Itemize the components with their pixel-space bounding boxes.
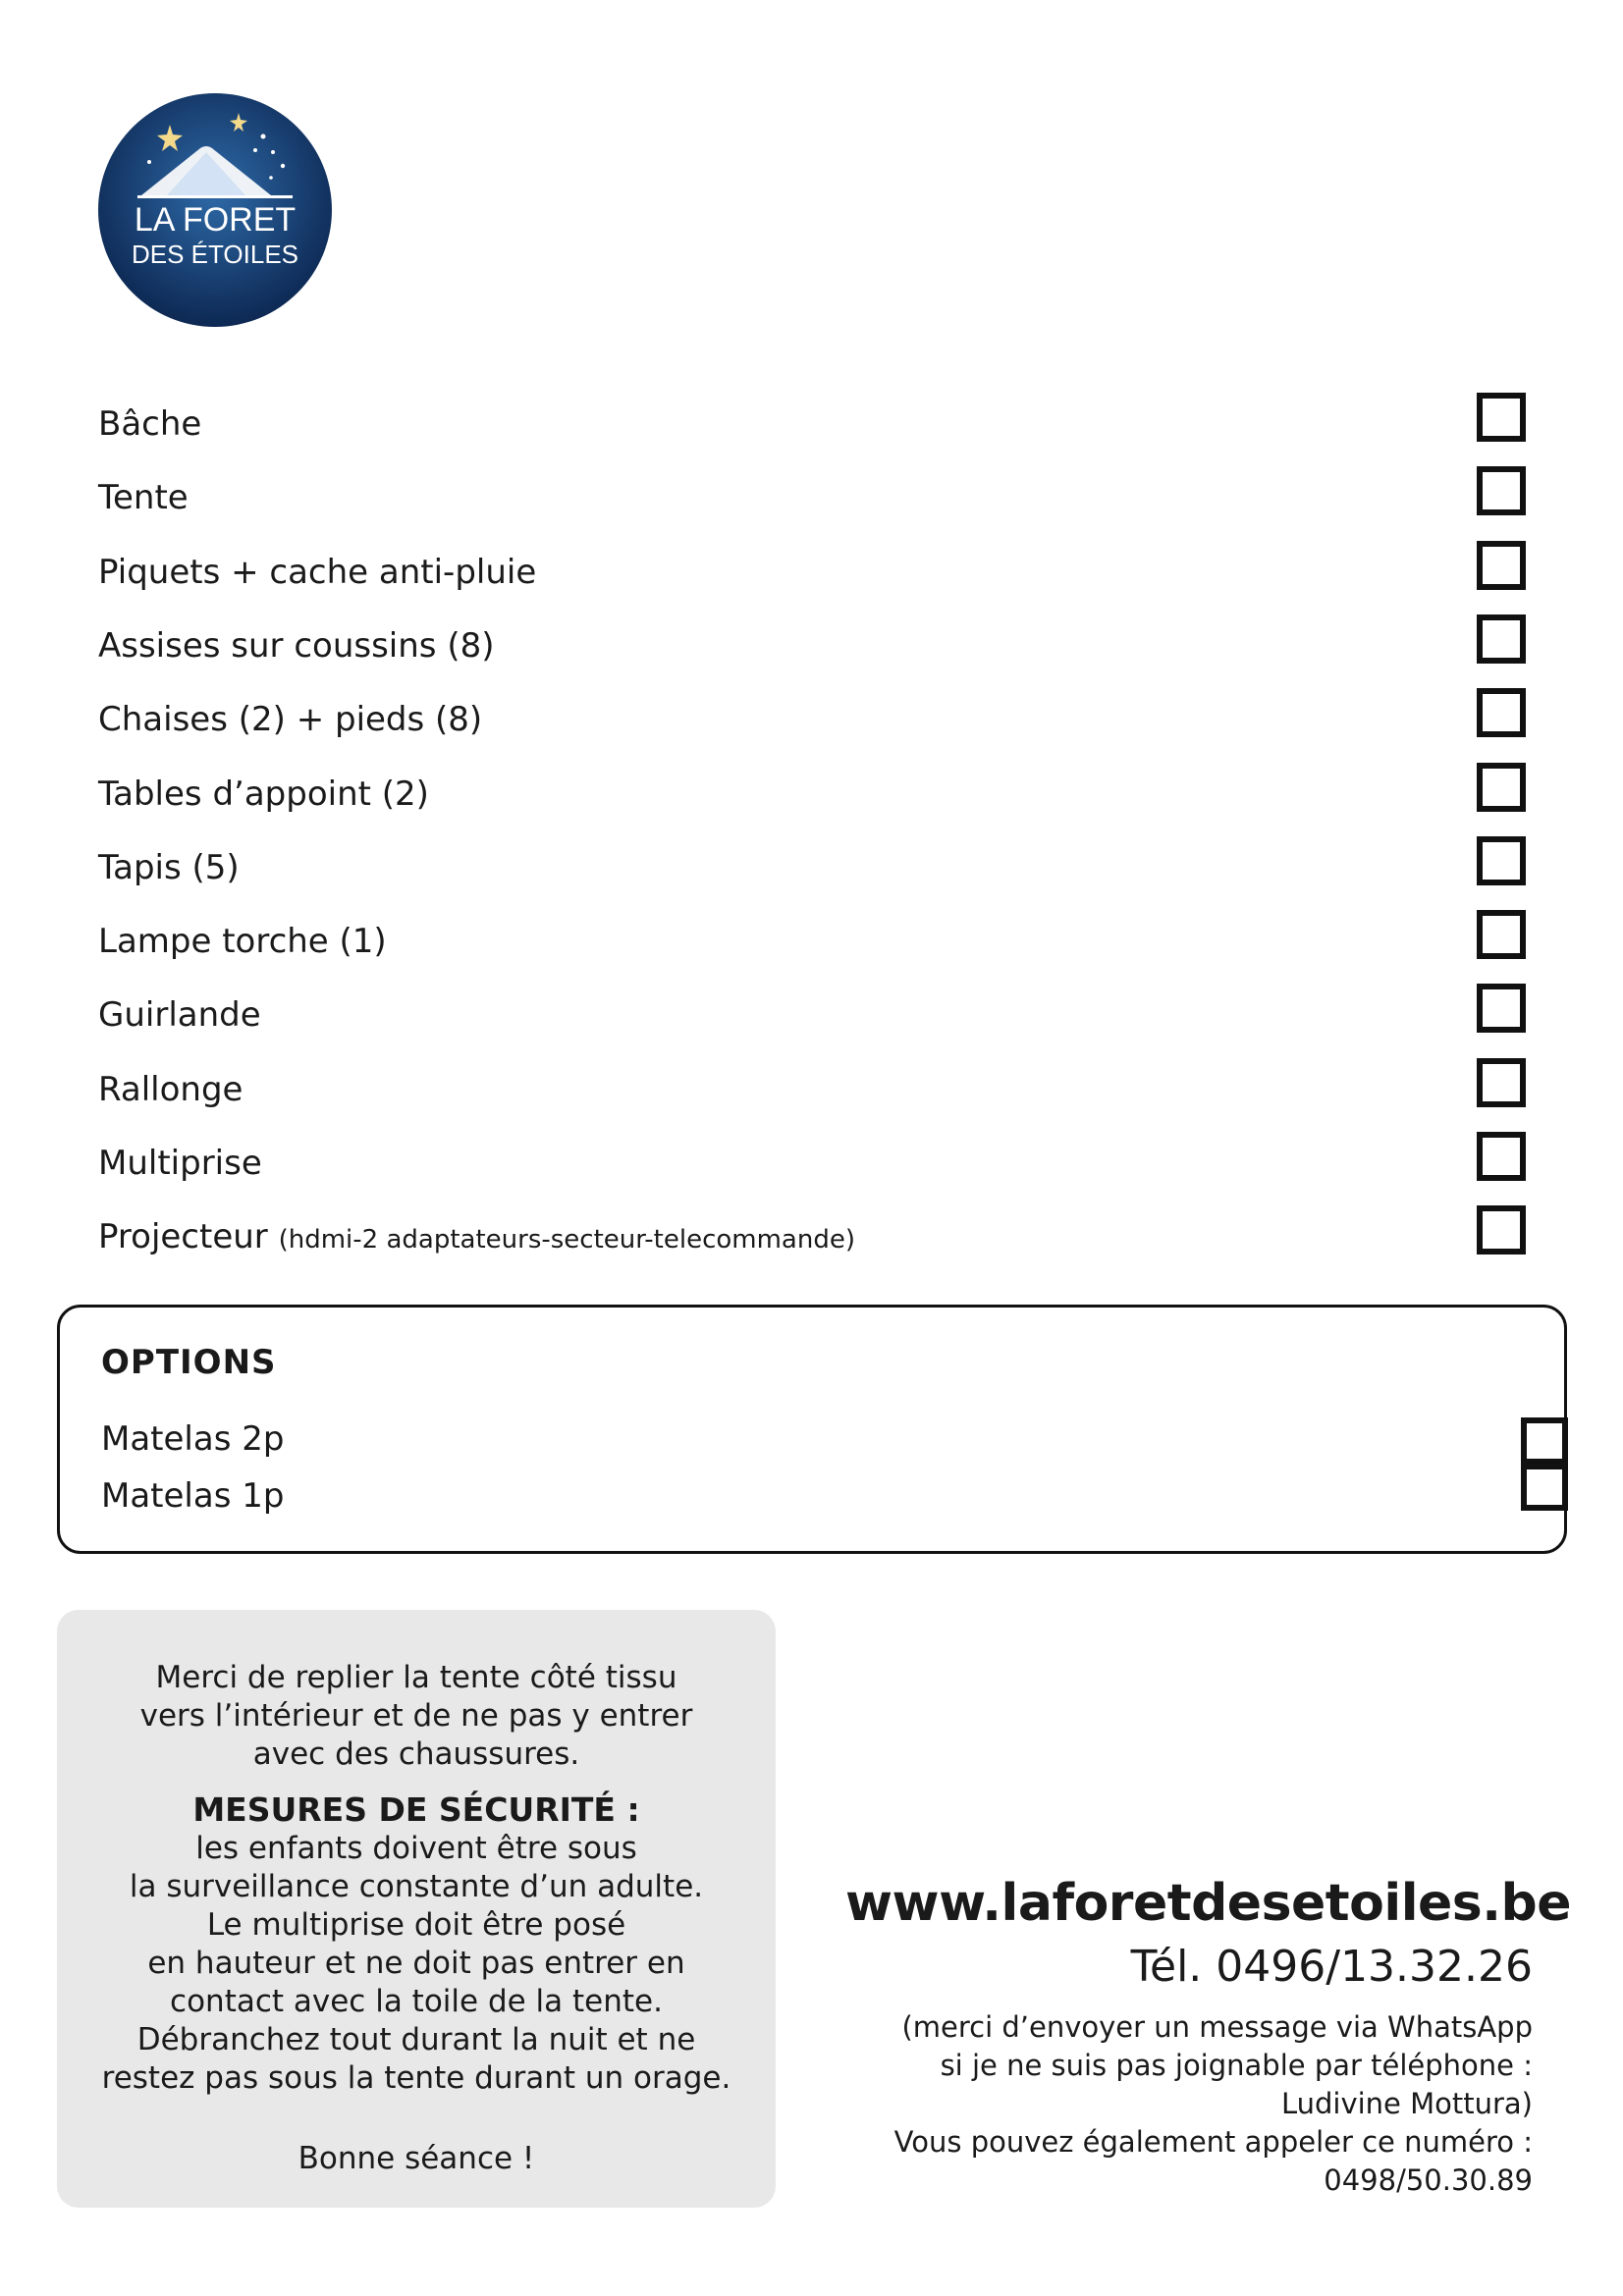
checklist-checkbox[interactable] — [1477, 984, 1526, 1033]
option-checkbox[interactable] — [1521, 1417, 1568, 1465]
checklist-label-text: Piquets + cache anti-pluie — [98, 553, 537, 592]
safety-text — [57, 1830, 776, 2098]
notice-line: contact avec la toile de la tente. — [170, 1984, 663, 2019]
checklist-checkbox[interactable] — [1477, 614, 1526, 664]
checklist-checkbox[interactable] — [1477, 1058, 1526, 1107]
logo-line2: DES ÉTOILES — [131, 240, 299, 269]
checklist-item — [98, 984, 1525, 1042]
note-line: si je ne suis pas joignable par téléphone : — [940, 2049, 1533, 2082]
checklist-item — [98, 1058, 1525, 1117]
contact-note — [845, 2008, 1533, 2200]
note-line: Vous pouvez également appeler ce numéro : — [893, 2125, 1533, 2159]
option-checkbox[interactable] — [1521, 1464, 1568, 1511]
checklist-label-text: Tapis (5) — [98, 848, 240, 887]
notice-closing: Bonne séance ! — [298, 2141, 535, 2176]
options-title: OPTIONS — [101, 1343, 277, 1382]
checklist-label-text: Bâche — [98, 404, 202, 444]
checklist-checkbox[interactable] — [1477, 836, 1526, 885]
checklist-label-text: Tables d’appoint (2) — [98, 774, 429, 814]
checklist-item — [98, 910, 1525, 969]
options-box — [57, 1305, 1567, 1554]
checklist-label — [98, 553, 536, 592]
notice-line: avec des chaussures. — [252, 1736, 580, 1772]
checklist-label — [98, 404, 201, 444]
contact-block — [845, 1873, 1571, 2200]
checklist-checkbox[interactable] — [1477, 910, 1526, 959]
checklist-label — [98, 922, 387, 961]
checklist-item — [98, 466, 1525, 525]
notice-line: en hauteur et ne doit pas entrer en — [147, 1946, 685, 1981]
checklist-label — [98, 995, 261, 1035]
phone-number: Tél. 0496/13.32.26 — [1130, 1942, 1533, 1992]
checklist-label-text: Chaises (2) + pieds (8) — [98, 700, 483, 739]
checklist-label-text: Multiprise — [98, 1144, 262, 1183]
checklist-item — [98, 1132, 1525, 1191]
website-link[interactable]: www.laforetdesetoiles.be — [845, 1874, 1571, 1933]
checklist-checkbox[interactable] — [1477, 1205, 1526, 1255]
logo-line1: LA FORET — [134, 201, 297, 239]
checklist-checkbox[interactable] — [1477, 688, 1526, 737]
note-line: Ludivine Mottura) — [1280, 2087, 1533, 2120]
checklist-checkbox[interactable] — [1477, 393, 1526, 442]
option-label: Matelas 2p — [101, 1419, 285, 1459]
checklist-item — [98, 1205, 1525, 1264]
checklist-label — [98, 848, 240, 887]
checklist-item — [98, 614, 1525, 673]
checklist-checkbox[interactable] — [1477, 466, 1526, 515]
option-item — [101, 1476, 1564, 1520]
notice-intro — [57, 1659, 776, 1774]
checklist-label-text: Assises sur coussins (8) — [98, 626, 495, 666]
checklist-checkbox[interactable] — [1477, 541, 1526, 590]
note-line: 0498/50.30.89 — [1324, 2163, 1533, 2197]
checklist-checkbox[interactable] — [1477, 1132, 1526, 1181]
checklist-label-text: Tente — [98, 478, 189, 517]
checklist-label — [98, 1070, 243, 1109]
checklist-item — [98, 763, 1525, 822]
notice-line: restez pas sous la tente durant un orage. — [101, 2060, 731, 2096]
checklist-label-text: Projecteur — [98, 1217, 279, 1256]
checklist-item — [98, 836, 1525, 895]
checklist-label-text: Lampe torche (1) — [98, 922, 387, 961]
notice-line: la surveillance constante d’un adulte. — [129, 1869, 704, 1904]
checklist-item — [98, 688, 1525, 747]
option-label: Matelas 1p — [101, 1476, 285, 1516]
notice-panel — [57, 1610, 776, 2208]
option-item — [101, 1419, 1564, 1463]
note-line: (merci d’envoyer un message via WhatsApp — [901, 2010, 1533, 2044]
checklist-label — [98, 478, 189, 517]
checklist-label — [98, 774, 429, 814]
brand-logo — [98, 93, 332, 327]
notice-line: Débranchez tout durant la nuit et ne — [136, 2022, 696, 2057]
checklist-label — [98, 700, 482, 739]
checklist-label-text: Rallonge — [98, 1070, 243, 1109]
notice-line: les enfants doivent être sous — [195, 1831, 637, 1866]
checklist-label-detail: (hdmi-2 adaptateurs-secteur-telecommande) — [278, 1225, 855, 1255]
checklist-label — [98, 1144, 262, 1183]
checklist-item — [98, 541, 1525, 600]
checklist-label-text: Guirlande — [98, 995, 261, 1035]
checklist-checkbox[interactable] — [1477, 763, 1526, 812]
checklist-label — [98, 1217, 855, 1256]
checklist-item — [98, 393, 1525, 452]
safety-heading: MESURES DE SÉCURITÉ : — [192, 1790, 640, 1829]
logo-graphic — [98, 93, 332, 327]
notice-line: vers l’intérieur et de ne pas y entrer — [139, 1698, 693, 1734]
notice-line: Merci de replier la tente côté tissu — [155, 1660, 677, 1695]
notice-line: Le multiprise doit être posé — [206, 1907, 626, 1943]
checklist-label — [98, 626, 494, 666]
